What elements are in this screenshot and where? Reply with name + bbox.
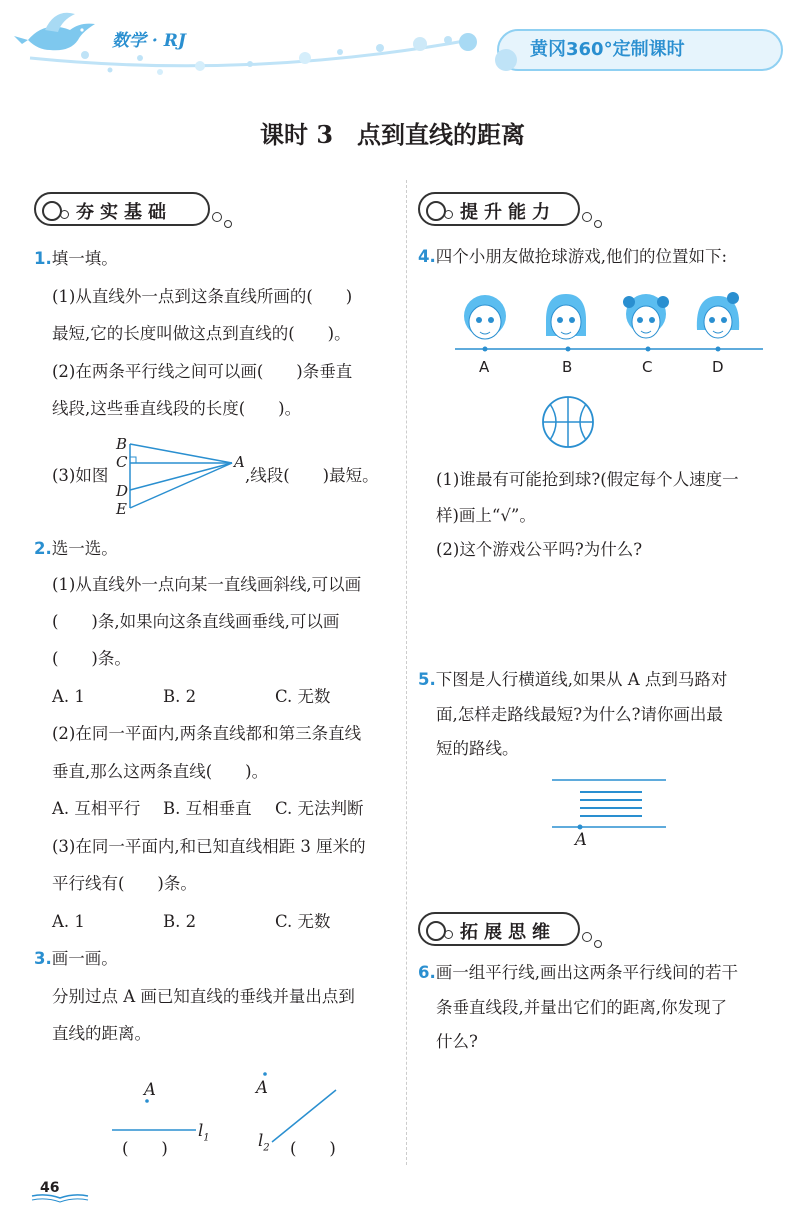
- section-extend: [418, 912, 580, 946]
- fig-label-d: D: [116, 482, 129, 500]
- q6-l2: 条垂直线段,并量出它们的距离,你发现了: [436, 998, 727, 1017]
- bubble-icon: [582, 212, 592, 222]
- q2-o1a: A. 1: [52, 687, 85, 706]
- q6-l3: 什么?: [436, 1032, 478, 1051]
- q5-l3: 短的路线。: [436, 739, 519, 758]
- crosswalk-figure: [550, 775, 670, 835]
- bubble-icon: [212, 212, 222, 222]
- q2-p2a: (2)在同一平面内,两条直线都和第三条直线: [52, 724, 362, 743]
- q2-o1c: C. 无数: [275, 687, 331, 706]
- q5-l1: [418, 669, 727, 691]
- q2-o2b: B. 互相垂直: [163, 799, 252, 818]
- q1-p2a: (2)在两条平行线之间可以画( )条垂直: [52, 362, 353, 381]
- q4-p2: (2)这个游戏公平吗?为什么?: [436, 540, 643, 559]
- q4-baseline: [455, 344, 765, 354]
- q1-prompt-text: 填一填。: [51, 249, 118, 268]
- q2-o3c: C. 无数: [275, 912, 331, 931]
- q4-p1b: 样)画上“√”。: [436, 506, 536, 525]
- fig-label-e: E: [116, 500, 127, 518]
- q1-p1a: (1)从直线外一点到这条直线所画的( ): [52, 287, 353, 306]
- q2-o2a: A. 互相平行: [52, 799, 141, 818]
- q1-number: 1.: [34, 249, 52, 268]
- q2-o2c: C. 无法判断: [275, 799, 364, 818]
- kid-d-icon: [693, 290, 743, 345]
- q3-line-l2-sub: 2: [263, 1142, 270, 1154]
- kid-label-a: A: [479, 358, 490, 376]
- page-number: 46: [40, 1180, 60, 1196]
- section-basic: [34, 192, 210, 226]
- column-divider: [406, 180, 408, 1165]
- bubble-icon: [224, 220, 232, 228]
- fig-label-a: A: [234, 453, 245, 471]
- series-title: 黄冈360°定制课时: [530, 39, 685, 60]
- kid-label-b: B: [562, 358, 573, 376]
- q4-p1a: (1)谁最有可能抢到球?(假定每个人速度一: [436, 470, 739, 489]
- q2-prompt-text: 选一选。: [51, 539, 118, 558]
- subject-dot: ·: [151, 31, 158, 51]
- bubble-icon: [594, 940, 602, 948]
- bubble-icon: [42, 201, 62, 221]
- q6-l1-text: 画一组平行线,画出这两条平行线间的若干: [435, 963, 738, 982]
- q5-number: 5.: [418, 670, 436, 689]
- q2-o1b: B. 2: [163, 687, 197, 706]
- q4-prompt: [418, 246, 727, 268]
- q2-p1a: (1)从直线外一点向某一直线画斜线,可以画: [52, 575, 362, 594]
- kid-c-icon: [621, 290, 671, 345]
- crosswalk-label-a: A: [575, 830, 587, 849]
- bubble-icon: [582, 932, 592, 942]
- page-title: 课时 3 点到直线的距离: [260, 120, 526, 149]
- bubble-icon: [444, 210, 453, 219]
- kid-b-icon: [541, 290, 591, 345]
- q6-number: 6.: [418, 963, 436, 982]
- bird-icon: [14, 13, 95, 51]
- bubble-icon: [444, 930, 453, 939]
- q3-line-l1-letter: l: [198, 1121, 204, 1140]
- q3-line-l1-sub: 1: [203, 1132, 210, 1144]
- q3-blank1: ( ): [122, 1139, 168, 1158]
- q3-line-l2-letter: l: [258, 1131, 264, 1150]
- section-extend-label: 拓展思维: [460, 922, 556, 943]
- q3-l2: 直线的距离。: [52, 1024, 151, 1043]
- q2-p3a: (3)在同一平面内,和已知直线相距 3 厘米的: [52, 837, 366, 856]
- q4-prompt-text: 四个小朋友做抢球游戏,他们的位置如下:: [435, 247, 728, 266]
- section-improve-label: 提升能力: [460, 202, 556, 223]
- q3-number: 3.: [34, 949, 52, 968]
- q3-prompt: [34, 948, 118, 970]
- kid-label-c: C: [642, 358, 653, 376]
- q5-l2: 面,怎样走路线最短?为什么?请你画出最: [436, 705, 723, 724]
- q2-p2b: 垂直,那么这两条直线( )。: [52, 762, 269, 781]
- bubble-icon: [426, 201, 446, 221]
- q2-prompt: [34, 538, 118, 560]
- q3-blank2: ( ): [290, 1139, 336, 1158]
- q5-l1-text: 下图是人行横道线,如果从 A 点到马路对: [435, 670, 728, 689]
- q1-figure: [110, 434, 250, 520]
- fig-label-c: C: [116, 453, 128, 471]
- q1-p2b: 线段,这些垂直线段的长度( )。: [52, 399, 302, 418]
- q1-prompt: [34, 248, 118, 270]
- edition-text: RJ: [163, 31, 186, 51]
- basketball-icon: [540, 394, 596, 450]
- q3-prompt-text: 画一画。: [51, 949, 118, 968]
- fig-label-b: B: [116, 435, 128, 453]
- q2-p1b: ( )条,如果向这条直线画垂线,可以画: [52, 612, 340, 631]
- kid-label-d: D: [712, 358, 724, 376]
- q1-p1b: 最短,它的长度叫做这点到直线的( )。: [52, 324, 351, 343]
- kid-a-icon: [460, 290, 510, 345]
- q2-p1c: ( )条。: [52, 649, 131, 668]
- header-subject: [112, 30, 186, 52]
- subject-text: 数学: [112, 31, 146, 51]
- q2-o3a: A. 1: [52, 912, 85, 931]
- q1-p3b: ,线段( )最短。: [245, 466, 379, 485]
- section-basic-label: 夯实基础: [76, 202, 172, 223]
- bubble-icon: [60, 210, 69, 219]
- bubble-icon: [594, 220, 602, 228]
- section-improve: [418, 192, 580, 226]
- q2-o3b: B. 2: [163, 912, 197, 931]
- q6-l1: [418, 962, 738, 984]
- bubble-icon: [426, 921, 446, 941]
- q2-p3b: 平行线有( )条。: [52, 874, 197, 893]
- q3-point-a2: A: [256, 1078, 268, 1097]
- q3-point-a1: A: [144, 1080, 156, 1099]
- q3-line-l1: [198, 1120, 210, 1149]
- q2-number: 2.: [34, 539, 52, 558]
- q4-number: 4.: [418, 247, 436, 266]
- q1-p3a: (3)如图: [52, 466, 109, 485]
- book-icon: [30, 1193, 90, 1203]
- q3-line-l2: [258, 1130, 270, 1159]
- q3-l1: 分别过点 A 画已知直线的垂线并量出点到: [52, 987, 355, 1006]
